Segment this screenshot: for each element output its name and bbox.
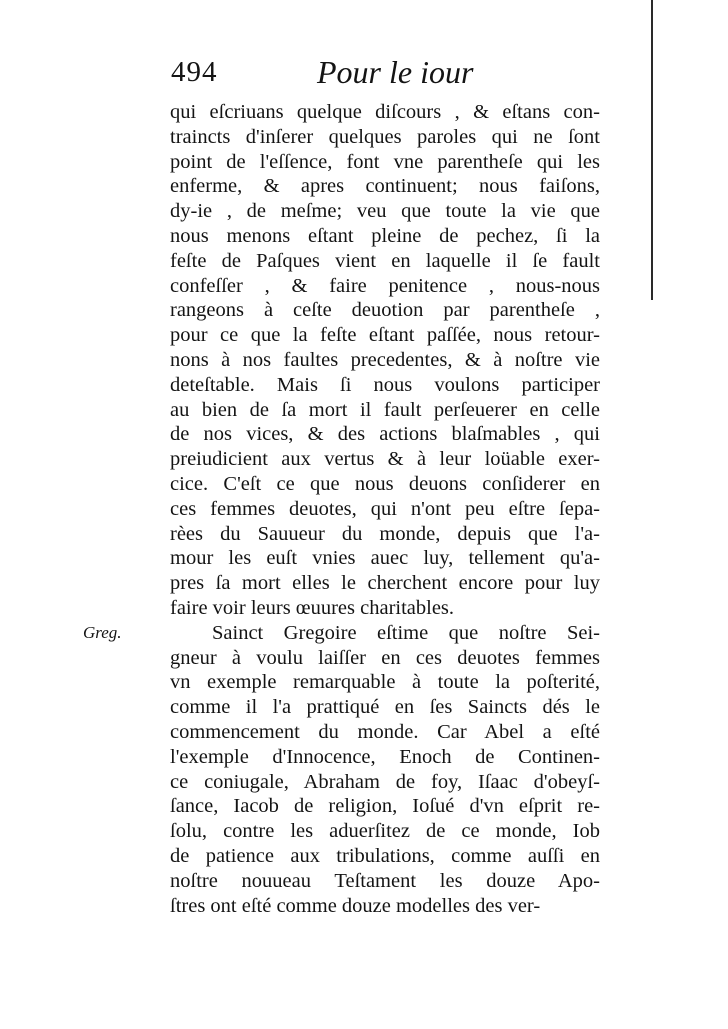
text-line: preiudicient aux vertus & à leur loüable exer- [170, 448, 600, 471]
text-line: nous menons eſtant pleine de pechez, ſi la [170, 224, 600, 247]
text-line: vn exemple remarquable à toute la poſterité, [170, 671, 600, 694]
body-text [170, 100, 600, 918]
text-line: nons à nos faultes precedentes, & à noſtre vie [170, 348, 600, 371]
text-line: mour les euſt vnies auec luy, tellement qu'a- [170, 547, 600, 570]
text-line: gneur à voulu laiſſer en ces deuotes femmes [170, 646, 600, 669]
text-line: feſte de Paſques vient en laquelle il ſe fault [170, 249, 600, 272]
text-line: au bien de ſa mort il fault perſeuerer en celle [170, 398, 600, 421]
text-line: l'exemple d'Innocence, Enoch de Continen- [170, 745, 600, 768]
text-line: pres ſa mort elles le cherchent encore pour luy [170, 572, 600, 595]
text-line: ſtres ont eſté comme douze modelles des ver- [170, 894, 541, 917]
text-line: pour ce que la feſte eſtant paſſée, nous retour- [170, 324, 600, 347]
text-line: dy-ie , de meſme; veu que toute la vie que [170, 200, 600, 223]
text-line: confeſſer , & faire penitence , nous-nous [170, 274, 600, 297]
text-line: qui eſcriuans quelque diſcours , & eſtans con- [170, 101, 600, 123]
text-line: deteſtable. Mais ſi nous voulons participer [170, 373, 600, 396]
text-line: de patience aux tribulations, comme auſſi en [170, 844, 600, 867]
text-line: faire voir leurs œuures charitables. [170, 596, 455, 619]
text-line: ces femmes deuotes, qui n'ont peu eſtre ſepa- [170, 497, 600, 520]
page-header [171, 54, 591, 94]
text-line: point de l'eſſence, font vne parentheſe qui les [170, 150, 600, 173]
page-number: 494 [171, 56, 218, 88]
text-line: noſtre nouueau Teſtament les douze Apo- [170, 869, 600, 892]
text-line: ſance, Iacob de religion, Ioſué d'vn eſprit re- [170, 795, 600, 818]
page-edge-rule [651, 0, 653, 300]
text-line: Sainct Gregoire eſtime que noſtre Sei- [212, 621, 600, 644]
text-line: commencement du monde. Car Abel a eſté [170, 720, 600, 743]
running-head: Pour le iour [317, 54, 474, 90]
margin-note: Greg. [83, 623, 122, 642]
text-line: enferme, & apres continuent; nous faiſons, [170, 175, 600, 198]
text-line: cice. C'eſt ce que nous deuons conſiderer en [170, 472, 600, 495]
text-line: traincts d'inſerer quelques paroles qui ne ſont [170, 125, 600, 148]
text-line: de nos vices, & des actions blaſmables , qui [170, 423, 600, 446]
text-line: comme il l'a prattiqué en ſes Saincts dés le [170, 696, 600, 719]
text-line: ſolu, contre les aduerſitez de ce monde, Iob [170, 820, 600, 843]
text-line: rangeons à ceſte deuotion par parentheſe , [170, 299, 600, 322]
text-line: ce coniugale, Abraham de foy, Iſaac d'obeyſ- [170, 770, 600, 793]
text-line: rèes du Sauueur du monde, depuis que l'a- [170, 522, 600, 545]
